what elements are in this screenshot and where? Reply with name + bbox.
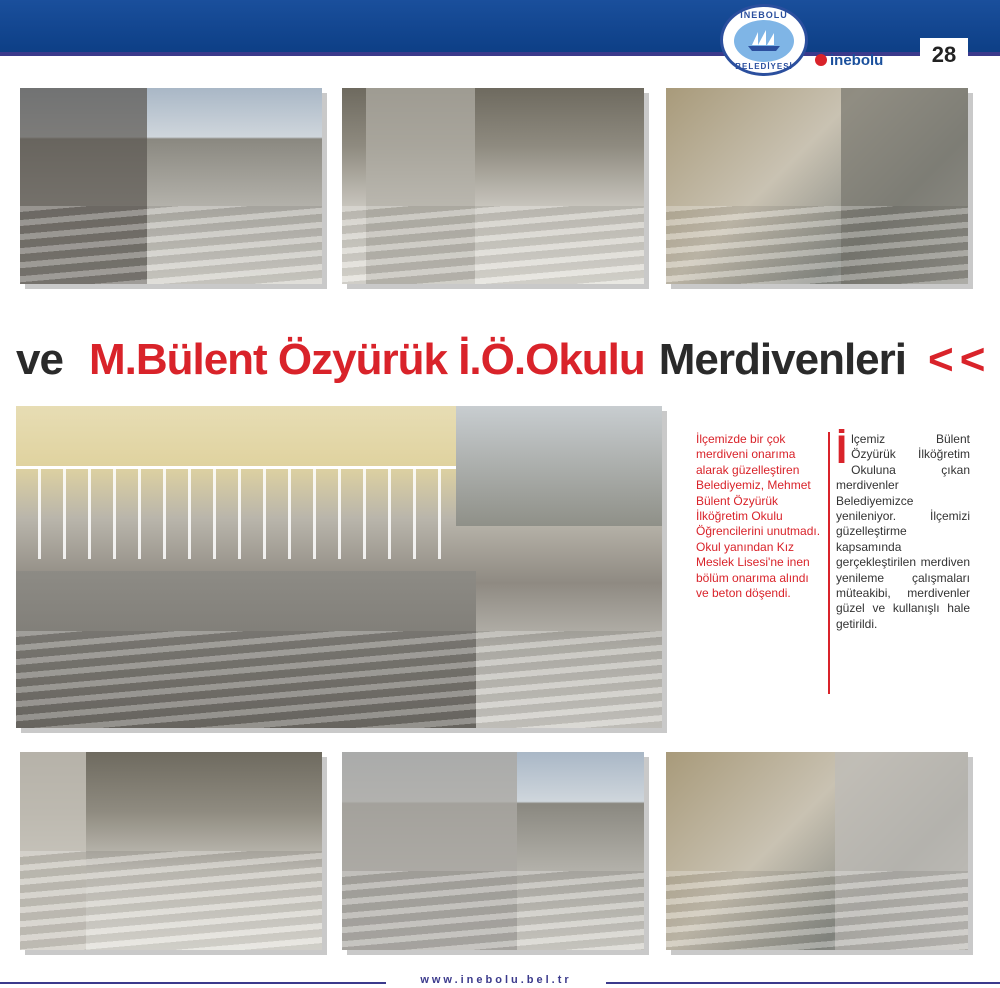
intro-text-red: İlçemizde bir çok merdiveni onarıma alarak güzelleştiren Belediyemiz, Mehmet Bülent Özyürük İlköğretim Okulu Öğrencilerini unutmadı. Okul yanından Kız Meslek Lisesi'ne inen bölüm onarıma alındı ve beton döşendi. — [696, 432, 821, 601]
headline-suffix: Merdivenleri — [658, 335, 906, 384]
header-bar — [0, 0, 1000, 52]
photo-stairs-5 — [342, 752, 644, 950]
footer-url[interactable]: www.inebolu.bel.tr — [420, 974, 572, 986]
seal-bottom-text: BELEDİYESİ — [735, 61, 793, 71]
brand-text: inebolu — [830, 51, 884, 69]
headline-red: M.Bülent Özyürük İ.Ö.Okulu — [88, 335, 645, 384]
photo-stairs-2 — [342, 88, 644, 284]
ship-icon — [734, 20, 794, 62]
page-number: 28 — [920, 38, 968, 72]
photo-main-stairs — [16, 406, 662, 728]
photo-stairs-4 — [20, 752, 322, 950]
headline — [16, 330, 992, 390]
footer-line-left — [0, 982, 386, 984]
photo-stairs-1 — [20, 88, 322, 284]
brand-dot-icon — [815, 54, 827, 66]
headline-arrows: << — [928, 335, 992, 384]
photo-stairs-6 — [666, 752, 968, 950]
column-divider — [828, 432, 830, 694]
body-text-content: lçemiz Bülent Özyürük İlköğretim Okuluna çıkan merdivenler Belediyemizce yenileniyor. İlçemizi güzelleştirme kapsamında gerçekleştirilen merdiven yenileme çalışmaları müteakibi, merdivenler güzel ve kullanışlı hale getirildi. — [836, 432, 970, 631]
seal-top-text: İNEBOLU — [740, 9, 788, 20]
municipality-seal — [720, 4, 808, 76]
photo-stairs-3 — [666, 88, 968, 284]
body-text — [836, 428, 970, 632]
brand-logo — [815, 50, 883, 70]
drop-cap: İ — [836, 428, 848, 472]
footer-line-right — [606, 982, 1000, 984]
headline-prefix: ve — [16, 335, 63, 384]
